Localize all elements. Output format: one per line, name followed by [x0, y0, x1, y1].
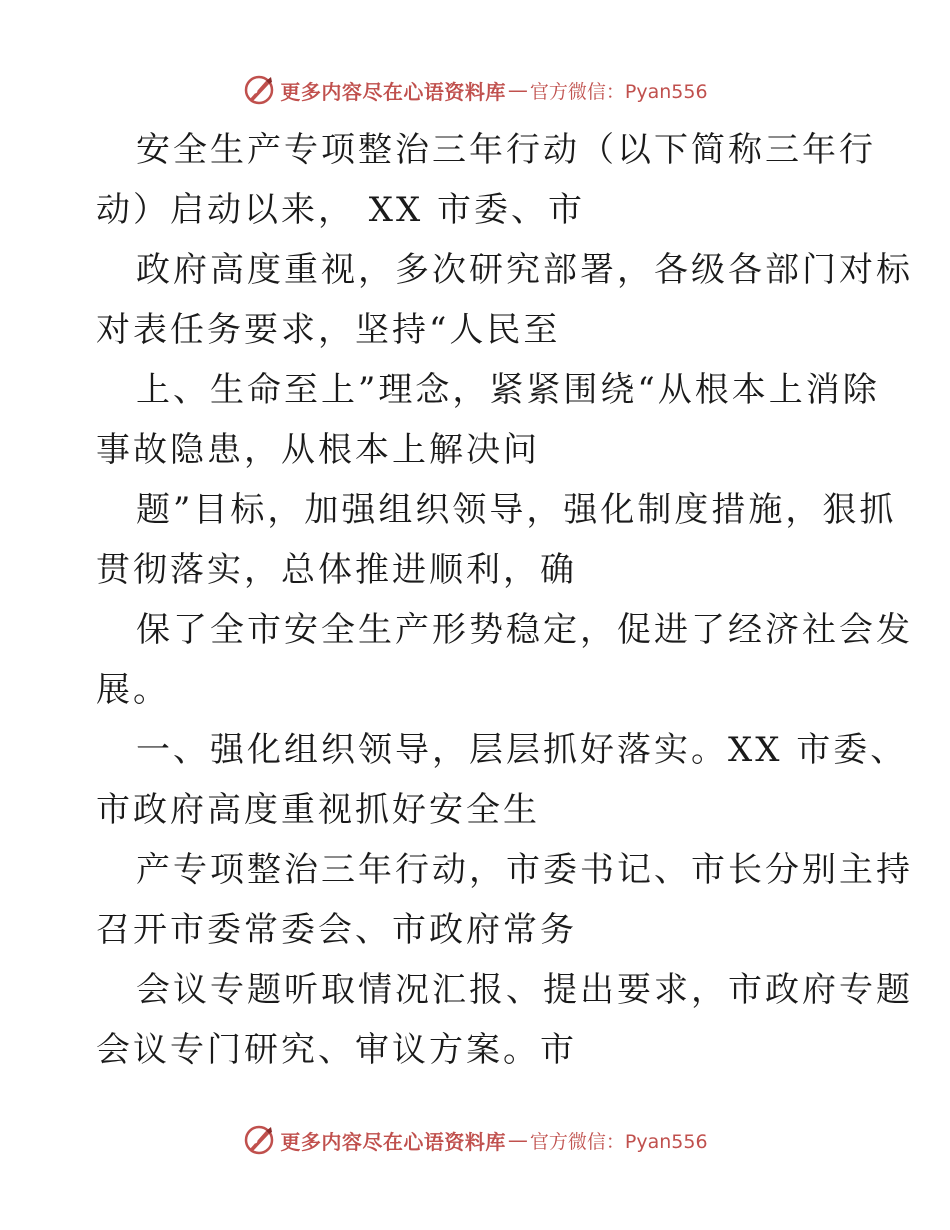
footer-banner: [0, 1120, 950, 1160]
document-line: 会议专门研究、审议方案。市: [96, 1030, 577, 1070]
document-line: 展。: [96, 670, 170, 710]
document-line: 贯彻落实，总体推进顺利，确: [96, 550, 577, 590]
document-line: 上、生命至上”理念，紧紧围绕“从根本上消除: [136, 370, 880, 410]
document-body: [96, 120, 913, 1080]
header-banner: [0, 70, 950, 110]
header-separator: —: [507, 78, 528, 102]
quill-pen-logo-icon: [242, 73, 276, 107]
header-brand-text: 更多内容尽在心语资料库: [280, 79, 506, 104]
footer-contact-text: 官方微信：Pyan556: [529, 1130, 708, 1153]
document-line: 政府高度重视，多次研究部署，各级各部门对标: [136, 250, 913, 290]
document-line: 对表任务要求，坚持“人民至: [96, 310, 561, 350]
footer-brand-text: 更多内容尽在心语资料库: [280, 1129, 506, 1154]
document-line: 事故隐患，从根本上解决问: [96, 430, 540, 470]
footer-separator: —: [507, 1128, 528, 1152]
header-contact-text: 官方微信：Pyan556: [529, 80, 708, 103]
quill-pen-logo-icon: [242, 1123, 276, 1157]
document-line: 安全生产专项整治三年行动（以下简称三年行: [136, 130, 876, 170]
document-line: 市政府高度重视抓好安全生: [96, 790, 540, 830]
document-line: 题”目标，加强组织领导，强化制度措施，狠抓: [136, 490, 897, 530]
document-line: 保了全市安全生产形势稳定，促进了经济社会发: [136, 610, 913, 650]
document-line: 动）启动以来， XX 市委、市: [96, 190, 586, 230]
document-line: 产专项整治三年行动，市委书记、市长分别主持: [136, 850, 913, 890]
document-line: 召开市委常委会、市政府常务: [96, 910, 577, 950]
document-line: 会议专题听取情况汇报、提出要求，市政府专题: [136, 970, 913, 1010]
document-line: 一、强化组织领导，层层抓好落实。XX 市委、: [136, 730, 908, 770]
